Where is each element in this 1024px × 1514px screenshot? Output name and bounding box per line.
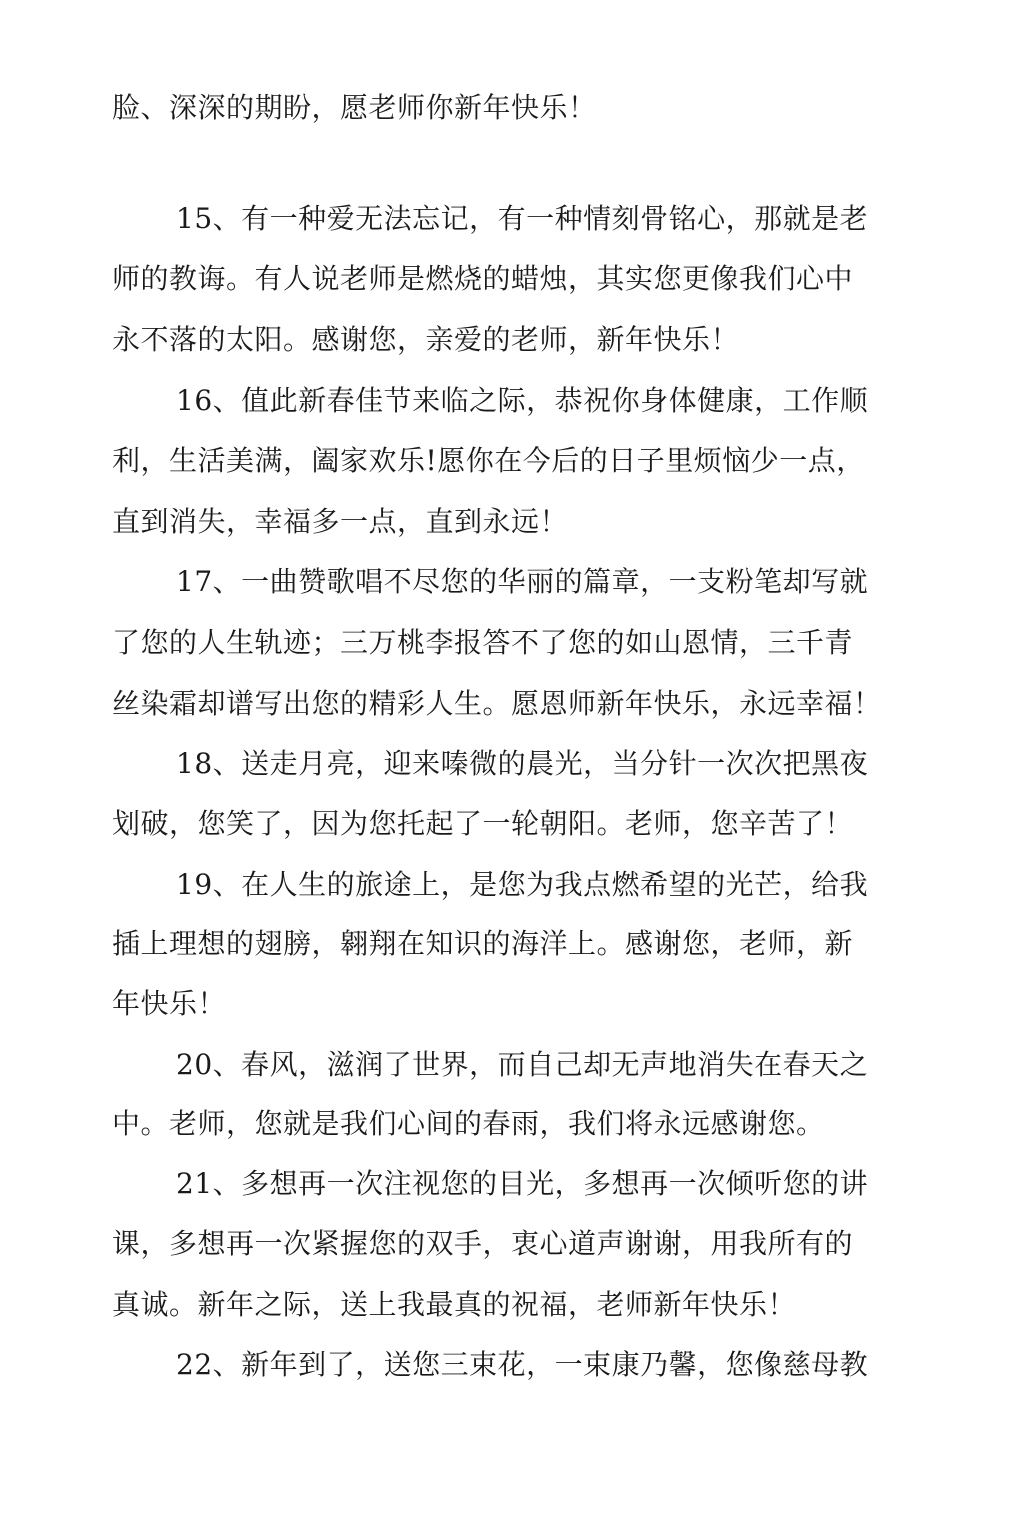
text-line: 15、有一种爱无法忘记，有一种情刻骨铭心，那就是老 bbox=[176, 202, 869, 235]
text-line: 划破，您笑了，因为您托起了一轮朝阳。老师，您辛苦了！ bbox=[112, 807, 854, 840]
text-line: 真诚。新年之际，送上我最真的祝福，老师新年快乐！ bbox=[112, 1288, 797, 1321]
text-line: 课，多想再一次紧握您的双手，衷心道声谢谢，用我所有的 bbox=[112, 1227, 854, 1260]
text-line: 16、值此新春佳节来临之际，恭祝你身体健康，工作顺 bbox=[176, 384, 869, 417]
text-line: 17、一曲赞歌唱不尽您的华丽的篇章，一支粉笔却写就 bbox=[176, 565, 869, 598]
text-line: 了您的人生轨迹；三万桃李报答不了您的如山恩情，三千青 bbox=[112, 626, 854, 659]
text-line: 21、多想再一次注视您的目光，多想再一次倾听您的讲 bbox=[176, 1167, 869, 1200]
text-line: 师的教诲。有人说老师是燃烧的蜡烛，其实您更像我们心中 bbox=[112, 262, 854, 295]
text-line: 直到消失，幸福多一点，直到永远！ bbox=[112, 505, 569, 538]
text-line: 19、在人生的旅途上，是您为我点燃希望的光芒，给我 bbox=[176, 868, 869, 901]
text-line: 丝染霜却谱写出您的精彩人生。愿恩师新年快乐，永远幸福！ bbox=[112, 687, 882, 720]
text-line: 中。老师，您就是我们心间的春雨，我们将永远感谢您。 bbox=[112, 1107, 825, 1140]
text-line: 脸、深深的期盼，愿老师你新年快乐！ bbox=[112, 91, 597, 124]
text-line: 年快乐！ bbox=[112, 987, 227, 1020]
text-line: 利，生活美满，阖家欢乐!愿你在今后的日子里烦恼少一点， bbox=[112, 444, 865, 477]
text-line: 22、新年到了，送您三束花，一束康乃馨，您像慈母教 bbox=[176, 1348, 869, 1381]
text-line: 永不落的太阳。感谢您，亲爱的老师，新年快乐！ bbox=[112, 323, 740, 356]
text-line: 插上理想的翅膀，翱翔在知识的海洋上。感谢您，老师，新 bbox=[112, 927, 854, 960]
text-line: 20、春风，滋润了世界，而自己却无声地消失在春天之 bbox=[176, 1048, 869, 1081]
text-line: 18、送走月亮，迎来嗪微的晨光，当分针一次次把黑夜 bbox=[176, 747, 869, 780]
